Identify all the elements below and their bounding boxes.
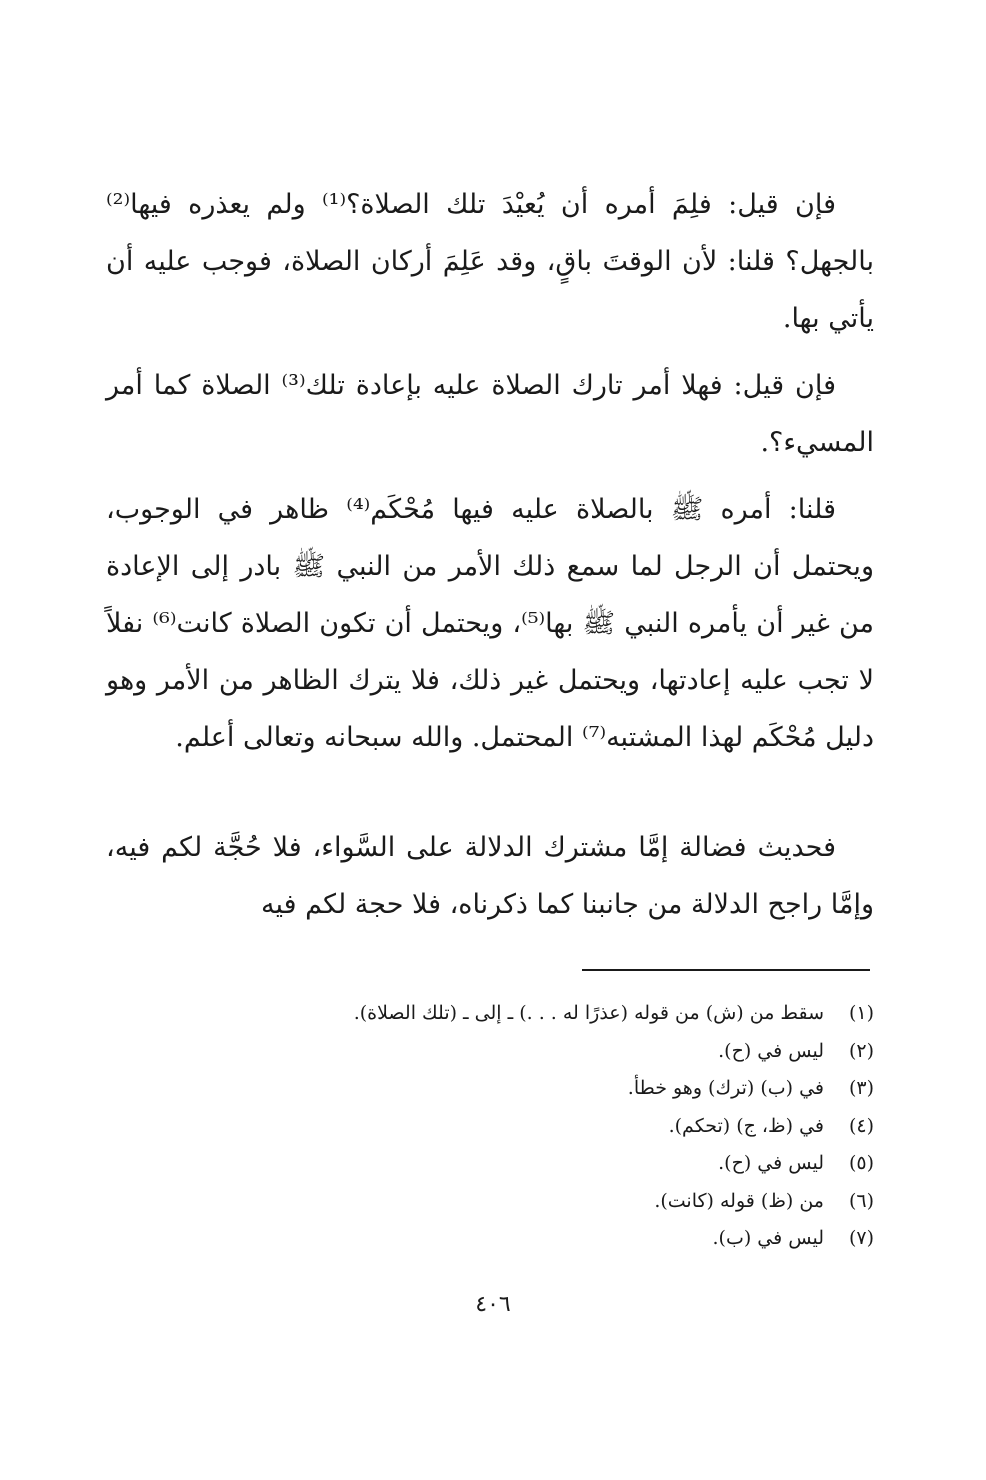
footnote-text: ليس في (ب). — [712, 1227, 824, 1249]
footnote-item — [174, 1145, 874, 1183]
paragraph-text: قلنا: أمره ﷺ بالصلاة عليه فيها مُحْكَم⁽⁴⁾ ظاهر في الوجوب، ويحتمل أن الرجل لما سمع ذلك الأمر من النبي ﷺ بادر إلى الإعادة من غير أن يأمره النبي ﷺ بها⁽⁵⁾، ويحتمل أن تكون الصلاة كانت⁽⁶⁾ نفلاً لا تجب عليه إعادتها، ويحتمل غير ذلك، فلا يترك الظاهر من الأمر وهو دليل مُحْكَم لهذا المشتبه⁽⁷⁾ المحتمل. والله سبحانه وتعالى أعلم. — [106, 494, 874, 753]
footnote-number: (١) — [848, 1002, 874, 1024]
footnote-text: ليس في (ح). — [718, 1039, 824, 1062]
footnote-text: في (ظ، ج) (تحكم). — [668, 1114, 824, 1137]
footnotes-list — [174, 995, 874, 1258]
paragraph-3 — [106, 481, 874, 766]
footnote-number: (٥) — [848, 1152, 874, 1174]
footnote-number: (٦) — [848, 1189, 874, 1212]
paragraph-text: فإن قيل: فهلا أمر تارك الصلاة عليه بإعادة تلك⁽³⁾ الصلاة كما أمر المسيء؟. — [106, 370, 874, 458]
footnote-item — [174, 1220, 874, 1258]
paragraph-2 — [106, 357, 874, 471]
page-number: ٤٠٦ — [475, 1292, 511, 1317]
footnote-text: سقط من (ش) من قوله (عذرًا له . . .) ـ إلى ـ (تلك الصلاة). — [353, 1002, 824, 1024]
paragraph-1 — [106, 176, 874, 347]
footnote-item — [174, 1108, 874, 1146]
footnote-item — [174, 1070, 874, 1108]
paragraph-4 — [106, 819, 874, 933]
footnote-divider — [582, 969, 870, 971]
footnote-item — [174, 1183, 874, 1221]
paragraph-text: فحديث فضالة إمَّا مشترك الدلالة على السَّواء، فلا حُجَّة لكم فيه، وإمَّا راجح الدلالة من جانبنا كما ذكرناه، فلا حجة لكم فيه — [106, 832, 874, 920]
paragraph-text: فإن قيل: فلِمَ أمره أن يُعيْدَ تلك الصلاة؟⁽¹⁾ ولم يعذره فيها⁽²⁾ بالجهل؟ قلنا: لأن الوقتَ باقٍ، وقد عَلِمَ أركان الصلاة، فوجب عليه أن يأتي بها. — [106, 189, 874, 334]
footnote-text: من (ظ) قوله (كانت). — [654, 1189, 824, 1212]
footnote-text: ليس في (ح). — [718, 1152, 824, 1174]
footnote-number: (٣) — [848, 1077, 874, 1099]
footnote-text: في (ب) (ترك) وهو خطأ. — [627, 1077, 824, 1099]
footnote-item — [174, 1033, 874, 1071]
footnote-number: (٤) — [848, 1114, 874, 1137]
footnote-number: (٧) — [848, 1227, 874, 1249]
footnote-item — [174, 995, 874, 1033]
footnote-number: (٢) — [848, 1039, 874, 1062]
